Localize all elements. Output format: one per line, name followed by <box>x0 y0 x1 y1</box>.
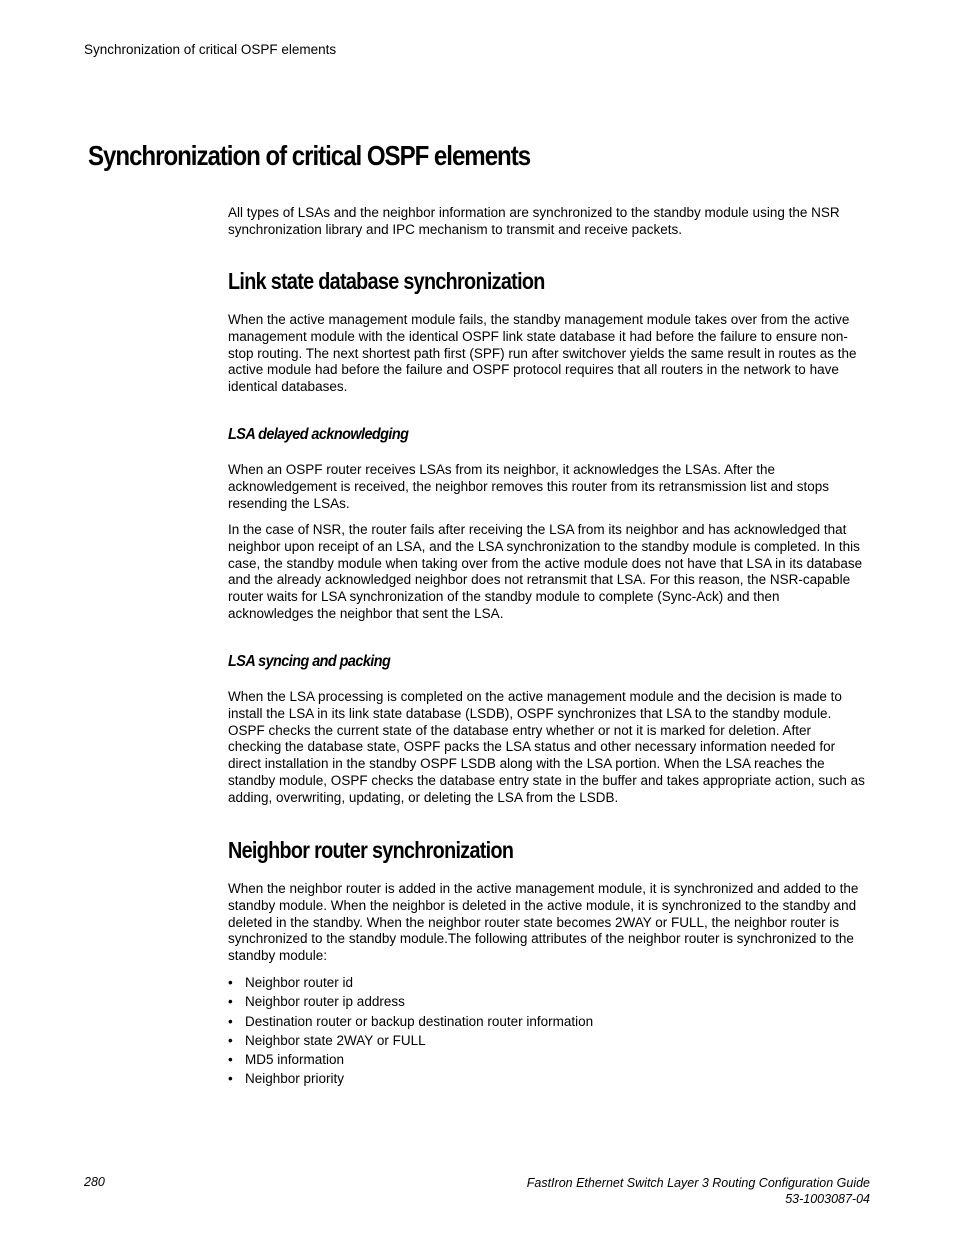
list-item: • Neighbor state 2WAY or FULL <box>228 1031 593 1050</box>
subsection-heading-lsa-sync: LSA syncing and packing <box>228 653 391 670</box>
footer-info <box>527 1175 870 1207</box>
section-heading-lsdb: Link state database synchronization <box>228 268 545 294</box>
running-header: Synchronization of critical OSPF elements <box>84 42 337 57</box>
lsa-ack-paragraph-2: In the case of NSR, the router fails after receiving the LSA from its neighbor and has acknowledged that neighbor upon receipt of an LSA, and the LSA synchronization to the standby module is completed. In this case, the standby module when taking over from the active module does not have that LSA in its database and the already acknowledged neighbor does not retransmit that LSA. For this reason, the NSR-capable router waits for LSA synchronization of the standby module to complete (Sync-Ack) and then acknowledges the neighbor that sent the LSA. <box>228 522 863 621</box>
subsection-heading-lsa-ack: LSA delayed acknowledging <box>228 426 409 443</box>
doc-number: 53-1003087-04 <box>785 1192 870 1206</box>
list-item: • Neighbor priority <box>228 1069 593 1088</box>
intro-paragraph: All types of LSAs and the neighbor information are synchronized to the standby module using the NSR synchronization library and IPC mechanism to transmit and receive packets. <box>228 205 840 237</box>
page-number: 280 <box>84 1175 105 1189</box>
lsa-ack-paragraph-1: When an OSPF router receives LSAs from its neighbor, it acknowledges the LSAs. After the acknowledgement is received, the neighbor removes this router from its retransmission list and stops resending the LSAs. <box>228 462 830 511</box>
lsdb-paragraph: When the active management module fails, the standby management module takes over from the active management module with the identical OSPF link state database it had before the failure to ensure non-stop routing. The next shortest path first (SPF) run after switchover yields the same result in routes as the active module had before the failure and OSPF protocol requires that all routers in the network to have identical databases. <box>228 312 857 395</box>
list-item: • MD5 information <box>228 1050 593 1069</box>
lsa-sync-paragraph: When the LSA processing is completed on the active management module and the decision is made to install the LSA in its link state database (LSDB), OSPF synchronizes that LSA to the standby module. OSPF checks the current state of the database entry whether or not it is marked for deletion. After checking the database state, OSPF packs the LSA status and other necessary information needed for direct installation in the standby OSPF LSDB along with the LSA portion. When the LSA reaches the standby module, OSPF checks the database entry state in the buffer and takes appropriate action, such as adding, overwriting, updating, or deleting the LSA from the LSDB. <box>228 689 865 805</box>
list-item: • Neighbor router id <box>228 973 593 992</box>
list-item: • Destination router or backup destination router information <box>228 1012 593 1031</box>
page-title: Synchronization of critical OSPF elements <box>88 140 531 171</box>
guide-title: FastIron Ethernet Switch Layer 3 Routing Configuration Guide <box>526 1176 870 1190</box>
neighbor-attribute-list <box>228 973 593 1089</box>
section-heading-neighbor: Neighbor router synchronization <box>228 837 514 863</box>
neighbor-paragraph: When the neighbor router is added in the active management module, it is synchronized and added to the standby module. When the neighbor is deleted in the active module, it is synchronized to the standby and deleted in the standby. When the neighbor router state becomes 2WAY or FULL, the neighbor router is synchronized to the standby module.The following attributes of the neighbor router is synchronized to the standby module: <box>228 881 859 964</box>
list-item: • Neighbor router ip address <box>228 992 593 1011</box>
